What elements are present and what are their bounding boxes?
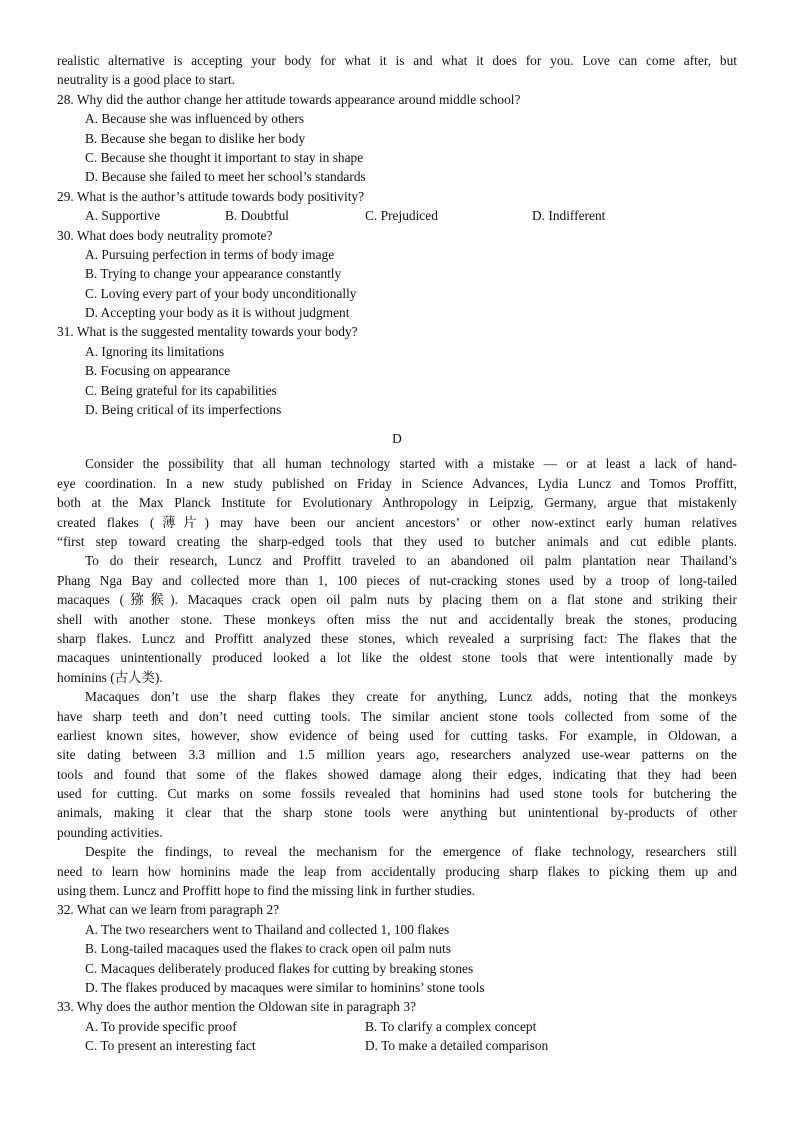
question-stem: 29. What is the author’s attitude towards body positivity?	[57, 188, 365, 204]
option-d[interactable]: D. To make a detailed comparison	[365, 1038, 549, 1054]
paragraph-line: “first step toward creating the sharp-edged tools that they used to butcher animals and cut edible plants.	[57, 533, 737, 549]
paragraph-line: need to learn how hominins made the leap from accidentally producing sharp flakes to picking them up and	[57, 863, 737, 879]
paragraph-line: have sharp teeth and don’t need cutting tools. The similar ancient stone tools collected from some of the	[57, 708, 737, 724]
option-c[interactable]: C. Because she thought it important to stay in shape	[85, 149, 364, 165]
option-d[interactable]: D. Because she failed to meet her school’s standards	[85, 169, 366, 185]
option-a[interactable]: A. Ignoring its limitations	[85, 343, 225, 359]
option-a[interactable]: A. To provide specific proof	[85, 1018, 237, 1034]
question-30	[57, 226, 737, 323]
paragraph-line: macaques (猕猴). Macaques crack open oil palm nuts by placing them on a flat stone and striking their	[57, 592, 737, 608]
option-b[interactable]: B. Trying to change your appearance constantly	[85, 266, 342, 282]
question-stem: 28. Why did the author change her attitude towards appearance around middle school?	[57, 91, 521, 107]
paragraph-line: hominins (古人类).	[57, 669, 163, 685]
paragraph-line: sharp flakes. Luncz and Proffitt analyzed these stones, which revealed a surprising fact: The flakes that the	[57, 630, 737, 646]
paragraph-line: site dating between 3.3 million and 1.5 million years ago, researchers analyzed use-wear patterns on the	[57, 747, 737, 763]
option-b[interactable]: B. Long-tailed macaques used the flakes to crack open oil palm nuts	[85, 941, 451, 957]
paragraph-line: used for cutting. Cut marks on some fossils revealed that hominins had used stone tools for butchering the	[57, 786, 737, 802]
question-stem: 30. What does body neutrality promote?	[57, 227, 273, 243]
question-stem: 33. Why does the author mention the Oldowan site in paragraph 3?	[57, 999, 416, 1015]
paragraph-line: shell with another stone. These monkeys often miss the nut and accidentally break the stones, producing	[57, 611, 737, 627]
paragraph-line: created flakes (薄片) may have been our ancient ancestors’ or other now-extinct early human relatives	[57, 514, 737, 530]
paragraph-line: Phang Nga Bay and collected more than 1, 100 pieces of nut-cracking stones used by a troop of long-tailed	[57, 572, 737, 588]
paragraph-line: realistic alternative is accepting your body for what it is and what it does for you. Love can come after, but	[57, 53, 737, 68]
option-c[interactable]: C. Loving every part of your body unconditionally	[85, 285, 357, 301]
paragraph-line: To do their research, Luncz and Proffitt traveled to an abandoned oil palm plantation near Thailand’s	[85, 553, 737, 569]
option-d[interactable]: D. The flakes produced by macaques were similar to hominins’ stone tools	[85, 979, 485, 995]
paragraph-2	[57, 551, 737, 687]
paragraph-line: Macaques don’t use the sharp flakes they create for anything, Luncz adds, noting that the monkeys	[85, 689, 737, 705]
paragraph-line: macaques unintentionally produced looked a lot like the oldest stone tools that were intentionally made by	[57, 650, 737, 666]
option-b[interactable]: B. Doubtful	[225, 208, 289, 224]
passage-d	[57, 454, 737, 900]
option-a[interactable]: A. Pursuing perfection in terms of body image	[85, 246, 335, 262]
option-b[interactable]: B. Focusing on appearance	[85, 363, 231, 379]
option-a[interactable]: A. The two researchers went to Thailand and collected 1, 100 flakes	[85, 921, 450, 937]
paragraph-line: both at the Max Planck Institute for Evolutionary Anthropology in Leipzig, Germany, argue that mistakenly	[57, 495, 737, 511]
paragraph-line: tools and found that some of the flakes showed damage along their edges, indicating that they had been	[57, 766, 737, 782]
paragraph-line: pounding activities.	[57, 824, 163, 840]
exam-page	[57, 51, 737, 1056]
paragraph-1	[57, 454, 737, 551]
passage-c-tail	[57, 51, 737, 90]
section-heading: D	[392, 431, 402, 447]
option-c[interactable]: C. To present an interesting fact	[85, 1038, 256, 1054]
options-row	[57, 1036, 737, 1055]
option-c[interactable]: C. Being grateful for its capabilities	[85, 382, 277, 398]
question-29	[57, 187, 737, 226]
option-c[interactable]: C. Prejudiced	[365, 208, 438, 224]
paragraph-line: Consider the possibility that all human technology started with a mistake — or at least a lack of hand-	[85, 456, 737, 472]
option-b[interactable]: B. To clarify a complex concept	[365, 1018, 537, 1034]
option-d[interactable]: D. Indifferent	[532, 208, 606, 224]
question-31	[57, 322, 737, 419]
paragraph-4	[57, 842, 737, 900]
question-28	[57, 90, 737, 187]
question-stem: 32. What can we learn from paragraph 2?	[57, 902, 280, 918]
paragraph-3	[57, 687, 737, 842]
options-row	[57, 206, 737, 225]
option-d[interactable]: D. Being critical of its imperfections	[85, 402, 282, 418]
option-c[interactable]: C. Macaques deliberately produced flakes for cutting by breaking stones	[85, 960, 474, 976]
paragraph-line: neutrality is a good place to start.	[57, 72, 236, 88]
paragraph-line: Despite the findings, to reveal the mechanism for the emergence of flake technology, researchers still	[85, 844, 737, 860]
option-b[interactable]: B. Because she began to dislike her body	[85, 130, 306, 146]
paragraph-line: using them. Luncz and Proffitt hope to find the missing link in further studies.	[57, 883, 476, 899]
paragraph-line: earliest known sites, however, show evidence of being used for cutting tasks. For example, in Oldowan, a	[57, 727, 737, 743]
option-a[interactable]: A. Because she was influenced by others	[85, 111, 305, 127]
option-d[interactable]: D. Accepting your body as it is without judgment	[85, 305, 350, 321]
options-row	[57, 1017, 737, 1036]
option-a[interactable]: A. Supportive	[85, 208, 161, 224]
question-32	[57, 900, 737, 997]
question-33	[57, 997, 737, 1055]
paragraph-line: eye coordination. In a new study published on Friday in Science Advances, Lydia Luncz and Tomos Proffitt,	[57, 475, 737, 491]
paragraph-line: animals, making it clear that the sharp stone tools were anything but unintentional by-products of other	[57, 805, 737, 821]
question-stem: 31. What is the suggested mentality towards your body?	[57, 324, 358, 340]
